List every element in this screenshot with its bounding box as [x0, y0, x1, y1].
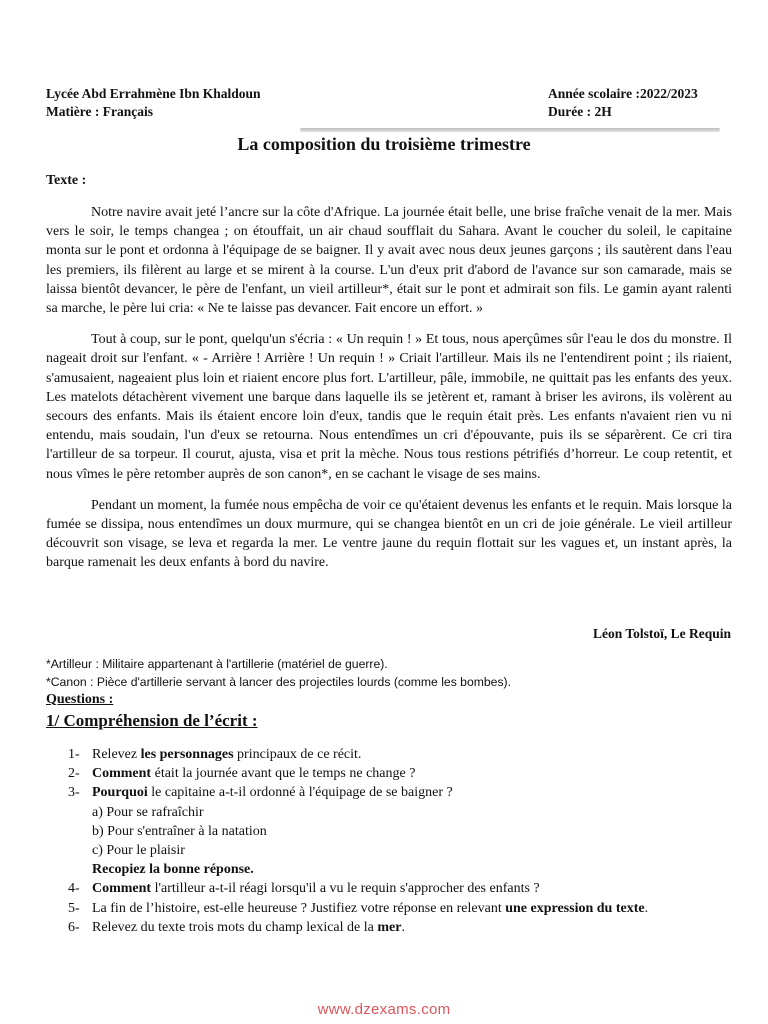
- choice-b: b) Pour s'entraîner à la natation: [92, 823, 267, 839]
- header-right: [548, 85, 698, 121]
- question-6: [68, 918, 748, 937]
- footnote-artilleur: *Artilleur : Militaire appartenant à l'artillerie (matériel de guerre).: [46, 657, 388, 671]
- school-name: Lycée Abd Errahmène Ibn Khaldoun: [46, 86, 261, 101]
- paragraph-3: Pendant un moment, la fumée nous empêcha de voir ce qu'étaient devenus les enfants et le requin. Mais lorsque la fumée se dissipa, nous entendîmes un doux murmure, qui se changea bientôt en un cri de joie générale. Le vieil artilleur découvrit son visage, se leva et regarda la mer. Le ventre jaune du requin flottait sur les vagues et, un instant après, la barque ramenait les deux enfants à bord du navire.: [46, 497, 732, 571]
- question-4: [68, 879, 748, 898]
- subject: Matière : Français: [46, 104, 153, 119]
- author-signature: Léon Tolstoï, Le Requin: [592, 626, 731, 641]
- paragraph-1: Notre navire avait jeté l’ancre sur la côte d'Afrique. La journée était belle, une brise fraîche venait de la mer. Mais vers le soir, le temps changea ; on étouffait, un air chaud soufflait du Sahara. Avant le coucher du soleil, le capitaine monta sur le pont et ordonna à l'équipage de se baigner. Il y avait avec nous deux jeunes garçons ; ils sautèrent dans l'eau les premiers, ils filèrent au large et se mirent à la course. L'un d'eux prit d'abord de l'avance sur son camarade, mais se laissa bientôt devancer, le père de l'enfant, un vieil artilleur*, était sur le pont et admirait son fils. Le gamin ayant ralenti sa marche, le père lui cria: « Ne te laisse pas devancer. Fait encore un effort. »: [46, 205, 732, 317]
- question-text: Relevez du texte trois mots du champ lexical de la mer.: [92, 919, 405, 935]
- header-divider: [300, 128, 720, 132]
- question-text: Comment était la journée avant que le temps ne change ?: [92, 766, 416, 782]
- questions-label: Questions :: [46, 692, 114, 707]
- choice-instruction: Recopiez la bonne réponse.: [92, 862, 254, 878]
- page-title: La composition du troisième trimestre: [237, 134, 531, 154]
- choice-a: a) Pour se rafraîchir: [92, 804, 204, 820]
- duration: Durée : 2H: [548, 104, 612, 119]
- texte-label: Texte :: [46, 173, 87, 188]
- question-5: [68, 899, 748, 918]
- question-3: [68, 783, 748, 802]
- question-number: 5-: [68, 900, 80, 916]
- section-title: 1/ Compréhension de l’écrit :: [46, 711, 258, 730]
- question-number: 3-: [68, 785, 80, 801]
- paragraph-2: Tout à coup, sur le pont, quelqu'un s'écria : « Un requin ! » Et tous, nous aperçûmes sûr l'eau le dos du monstre. Il nageait droit sur l'enfant. « - Arrière ! Arrière ! Un requin ! » Criait l'artilleur. Mais ils ne l'entendirent point ; ils riaient, s'amusaient, nageaient plus loin et riaient encore plus fort. L'artilleur, pâle, immobile, ne quittait pas les enfants des yeux. Les matelots détachèrent vivement une barque dans laquelle ils se jetèrent et, ramant à briser les avirons, ils volèrent au secours des enfants. Mais ils étaient encore loin d'eux, tandis que le requin était près. Les enfants n'avaient rien vu ni entendu, mais soudain, l'un d'eux se retourna. Nous entendîmes un cri d'épouvante, puis ils se séparèrent. Ce cri tira l'artilleur de sa torpeur. Il courut, ajusta, visa et prit la mèche. Nous tous restions pétrifiés d’horreur. Le coup retentit, et nous vîmes le père retomber auprès de son canon*, en se cachant le visage de ses mains.: [46, 332, 732, 482]
- question-number: 6-: [68, 919, 80, 935]
- question-number: 2-: [68, 766, 80, 782]
- question-number: 4-: [68, 881, 80, 897]
- story-text: [46, 203, 732, 585]
- watermark-link[interactable]: www.dzexams.com: [317, 1001, 451, 1018]
- question-list: [68, 745, 748, 937]
- question-number: 1-: [68, 747, 80, 762]
- question-1: [68, 745, 748, 764]
- school-year: Année scolaire :2022/2023: [548, 86, 698, 101]
- choice-c: c) Pour le plaisir: [92, 843, 185, 859]
- question-text: Comment l'artilleur a-t-il réagi lorsqu'il a vu le requin s'approcher des enfants ?: [92, 881, 540, 897]
- question-text: La fin de l’histoire, est-elle heureuse ? Justifiez votre réponse en relevant une expression du texte.: [92, 900, 649, 916]
- question-2: [68, 764, 748, 783]
- question-text: Relevez les personnages principaux de ce récit.: [92, 747, 362, 762]
- header-left: [46, 85, 261, 121]
- footnotes: [46, 656, 736, 691]
- question-text: Pourquoi le capitaine a-t-il ordonné à l'équipage de se baigner ?: [92, 785, 453, 801]
- footnote-canon: *Canon : Pièce d'artillerie servant à lancer des projectiles lourds (comme les bombes).: [46, 674, 511, 689]
